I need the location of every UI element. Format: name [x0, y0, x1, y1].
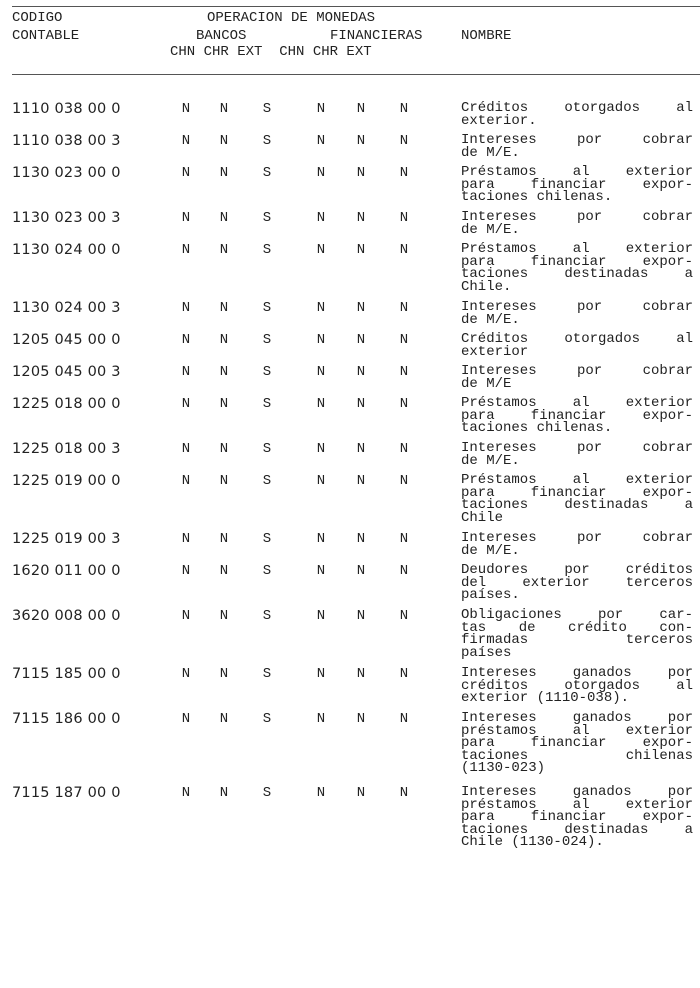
flag-cell: N: [219, 242, 229, 258]
account-name-line: exterior (1110-038).: [461, 690, 630, 706]
account-code: 7115 185 00 0: [12, 666, 121, 682]
account-name-line: de M/E: [461, 375, 512, 392]
account-name-line: firmadas terceros: [461, 632, 693, 648]
flag-cell: N: [181, 711, 191, 727]
header-financieras: FINANCIERAS: [330, 28, 423, 44]
account-name-line: taciones destinadas a: [461, 266, 693, 282]
account-name-line: préstamos al exterior: [461, 722, 693, 739]
account-name-line: Chile (1130-024).: [461, 834, 604, 850]
account-code: 1205 045 00 0: [12, 332, 121, 348]
flag-cell: N: [316, 364, 326, 380]
flag-cell: N: [399, 101, 409, 117]
account-name: [461, 397, 693, 435]
flag-cell: N: [356, 396, 366, 412]
flag-cell: N: [181, 608, 191, 624]
flag-cell: S: [262, 785, 272, 801]
flag-cell: N: [219, 332, 229, 348]
account-name-line: exterior: [461, 343, 529, 360]
flag-cell: S: [262, 332, 272, 348]
account-name: [461, 365, 693, 390]
account-name-line: para financiar expor-: [461, 253, 693, 270]
flag-cell: N: [181, 101, 191, 117]
account-name-line: Intereses por cobrar: [461, 363, 693, 379]
flag-cell: N: [356, 608, 366, 624]
account-code: 7115 186 00 0: [12, 711, 121, 727]
account-name-line: Créditos otorgados al: [461, 100, 693, 116]
flag-cell: N: [356, 711, 366, 727]
account-name-line: países.: [461, 587, 520, 603]
header-codigo-line1: CODIGO: [12, 10, 63, 26]
flag-cell: N: [181, 531, 191, 547]
flag-cell: N: [399, 210, 409, 226]
flag-cell: N: [181, 441, 191, 457]
account-name-line: Intereses ganados por: [461, 665, 693, 681]
flag-cell: N: [316, 396, 326, 412]
flag-cell: N: [219, 210, 229, 226]
account-code: 1620 011 00 0: [12, 563, 121, 579]
flag-cell: N: [316, 133, 326, 149]
flag-cell: N: [219, 300, 229, 316]
flag-cell: N: [399, 711, 409, 727]
flag-cell: N: [399, 666, 409, 682]
account-name-line: taciones chilenas: [461, 747, 693, 764]
header-operacion: OPERACION DE MONEDAS: [207, 10, 376, 26]
account-name-line: Chile.: [461, 278, 512, 295]
account-code: 1225 018 00 0: [12, 396, 121, 412]
account-name-line: Préstamos al exterior: [461, 164, 693, 180]
flag-cell: N: [181, 165, 191, 181]
account-name-line: Obligaciones por car-: [461, 607, 693, 623]
flag-cell: N: [181, 563, 191, 579]
flag-cell: N: [219, 785, 229, 801]
flag-cell: S: [262, 608, 272, 624]
account-name-line: de M/E.: [461, 311, 520, 328]
flag-cell: S: [262, 101, 272, 117]
account-name: [461, 166, 693, 204]
account-code: 3620 008 00 0: [12, 608, 121, 624]
flag-cell: N: [399, 300, 409, 316]
header-subcolumns: CHN CHR EXT CHN CHR EXT: [170, 44, 372, 60]
account-name: [461, 442, 693, 467]
account-name-line: taciones chilenas.: [461, 420, 613, 436]
flag-cell: N: [356, 165, 366, 181]
flag-cell: N: [356, 242, 366, 258]
flag-cell: N: [356, 785, 366, 801]
flag-cell: N: [399, 441, 409, 457]
flag-cell: N: [356, 441, 366, 457]
account-name-line: para financiar expor-: [461, 809, 693, 825]
account-code: 1130 024 00 0: [12, 242, 121, 258]
flag-cell: N: [356, 332, 366, 348]
account-name-line: Intereses por cobrar: [461, 299, 693, 315]
flag-cell: N: [316, 473, 326, 489]
flag-cell: N: [181, 332, 191, 348]
flag-cell: N: [399, 332, 409, 348]
flag-cell: S: [262, 396, 272, 412]
account-name-line: taciones destinadas a: [461, 821, 693, 838]
account-code: 1130 023 00 0: [12, 165, 121, 181]
flag-cell: N: [356, 300, 366, 316]
flag-cell: N: [316, 101, 326, 117]
flag-cell: N: [399, 473, 409, 489]
flag-cell: N: [399, 396, 409, 412]
flag-cell: N: [181, 242, 191, 258]
account-code: 7115 187 00 0: [12, 785, 121, 801]
account-name-line: Intereses por cobrar: [461, 209, 693, 225]
flag-cell: N: [316, 300, 326, 316]
flag-cell: N: [316, 165, 326, 181]
flag-cell: N: [219, 396, 229, 412]
account-name-line: Préstamos al exterior: [461, 395, 693, 411]
account-name: [461, 667, 693, 705]
flag-cell: S: [262, 364, 272, 380]
flag-cell: N: [356, 364, 366, 380]
header-codigo-line2: CONTABLE: [12, 28, 80, 44]
flag-cell: N: [316, 711, 326, 727]
account-name: [461, 474, 693, 524]
flag-cell: N: [181, 785, 191, 801]
account-code: 1130 024 00 3: [12, 300, 121, 316]
account-name: [461, 211, 693, 236]
account-name: [461, 564, 693, 602]
account-name-line: Intereses por cobrar: [461, 132, 693, 148]
flag-cell: S: [262, 711, 272, 727]
account-name-line: exterior.: [461, 112, 537, 129]
flag-cell: N: [219, 531, 229, 547]
flag-cell: N: [399, 165, 409, 181]
flag-cell: N: [219, 165, 229, 181]
account-name-line: Intereses por cobrar: [461, 530, 693, 546]
flag-cell: N: [356, 473, 366, 489]
flag-cell: N: [356, 133, 366, 149]
flag-cell: N: [181, 364, 191, 380]
account-name-line: para financiar expor-: [461, 407, 693, 424]
account-name-line: para financiar expor-: [461, 484, 693, 501]
account-name-line: de M/E.: [461, 452, 520, 469]
account-name-line: Deudores por créditos: [461, 562, 693, 578]
account-name-line: préstamos al exterior: [461, 796, 693, 813]
account-name-line: del exterior terceros: [461, 574, 693, 591]
flag-cell: N: [219, 441, 229, 457]
flag-cell: N: [316, 666, 326, 682]
account-code: 1225 019 00 3: [12, 531, 121, 547]
flag-cell: N: [181, 396, 191, 412]
account-name-line: (1130-023): [461, 760, 546, 776]
account-name: [461, 712, 693, 775]
flag-cell: S: [262, 242, 272, 258]
account-name: [461, 301, 693, 326]
flag-cell: N: [181, 210, 191, 226]
flag-cell: N: [356, 101, 366, 117]
header-bancos: BANCOS: [196, 28, 247, 44]
flag-cell: S: [262, 133, 272, 149]
flag-cell: N: [356, 531, 366, 547]
account-code: 1225 019 00 0: [12, 473, 121, 489]
flag-cell: S: [262, 531, 272, 547]
account-name: [461, 786, 693, 849]
account-name: [461, 333, 693, 358]
account-code: 1110 038 00 3: [12, 133, 121, 149]
account-name-line: para financiar expor-: [461, 735, 693, 751]
account-name-line: Chile: [461, 509, 504, 526]
account-name: [461, 102, 693, 127]
flag-cell: N: [219, 133, 229, 149]
flag-cell: N: [316, 531, 326, 547]
flag-cell: N: [399, 242, 409, 258]
flag-cell: N: [316, 563, 326, 579]
flag-cell: N: [181, 300, 191, 316]
flag-cell: N: [356, 563, 366, 579]
account-name-line: Intereses ganados por: [461, 784, 693, 800]
account-name: [461, 134, 693, 159]
account-name-line: taciones destinadas a: [461, 497, 693, 513]
account-name-line: taciones chilenas.: [461, 189, 613, 205]
flag-cell: N: [219, 563, 229, 579]
flag-cell: N: [356, 666, 366, 682]
account-name-line: de M/E.: [461, 542, 520, 559]
account-name: [461, 243, 693, 293]
flag-cell: N: [399, 364, 409, 380]
flag-cell: N: [316, 785, 326, 801]
account-name-line: Intereses por cobrar: [461, 440, 693, 456]
flag-cell: S: [262, 441, 272, 457]
account-name-line: créditos otorgados al: [461, 677, 693, 694]
flag-cell: S: [262, 210, 272, 226]
account-name: [461, 532, 693, 557]
flag-cell: N: [399, 608, 409, 624]
flag-cell: N: [219, 666, 229, 682]
flag-cell: S: [262, 473, 272, 489]
flag-cell: S: [262, 165, 272, 181]
flag-cell: N: [316, 242, 326, 258]
account-name-line: Intereses ganados por: [461, 710, 693, 726]
account-name: [461, 609, 693, 659]
flag-cell: N: [316, 210, 326, 226]
account-code: 1130 023 00 3: [12, 210, 121, 226]
flag-cell: N: [399, 563, 409, 579]
flag-cell: N: [181, 133, 191, 149]
header-nombre: NOMBRE: [461, 28, 512, 44]
account-code: 1225 018 00 3: [12, 441, 121, 457]
flag-cell: S: [262, 563, 272, 579]
flag-cell: N: [316, 441, 326, 457]
flag-cell: N: [181, 666, 191, 682]
flag-cell: N: [399, 785, 409, 801]
account-name-line: países: [461, 644, 512, 661]
account-name-line: Préstamos al exterior: [461, 241, 693, 257]
flag-cell: N: [399, 531, 409, 547]
flag-cell: N: [316, 608, 326, 624]
account-name-line: de M/E.: [461, 221, 520, 238]
flag-cell: N: [219, 101, 229, 117]
account-name-line: Préstamos al exterior: [461, 472, 693, 488]
flag-cell: S: [262, 666, 272, 682]
account-name-line: para financiar expor-: [461, 176, 693, 193]
flag-cell: N: [219, 711, 229, 727]
flag-cell: N: [181, 473, 191, 489]
flag-cell: N: [399, 133, 409, 149]
flag-cell: N: [356, 210, 366, 226]
flag-cell: S: [262, 300, 272, 316]
account-code: 1110 038 00 0: [12, 101, 121, 117]
flag-cell: N: [219, 364, 229, 380]
flag-cell: N: [219, 608, 229, 624]
account-name-line: Créditos otorgados al: [461, 331, 693, 347]
account-code: 1205 045 00 3: [12, 364, 121, 380]
account-name-line: de M/E.: [461, 144, 520, 161]
flag-cell: N: [316, 332, 326, 348]
flag-cell: N: [219, 473, 229, 489]
account-name-line: tas de crédito con-: [461, 619, 693, 636]
